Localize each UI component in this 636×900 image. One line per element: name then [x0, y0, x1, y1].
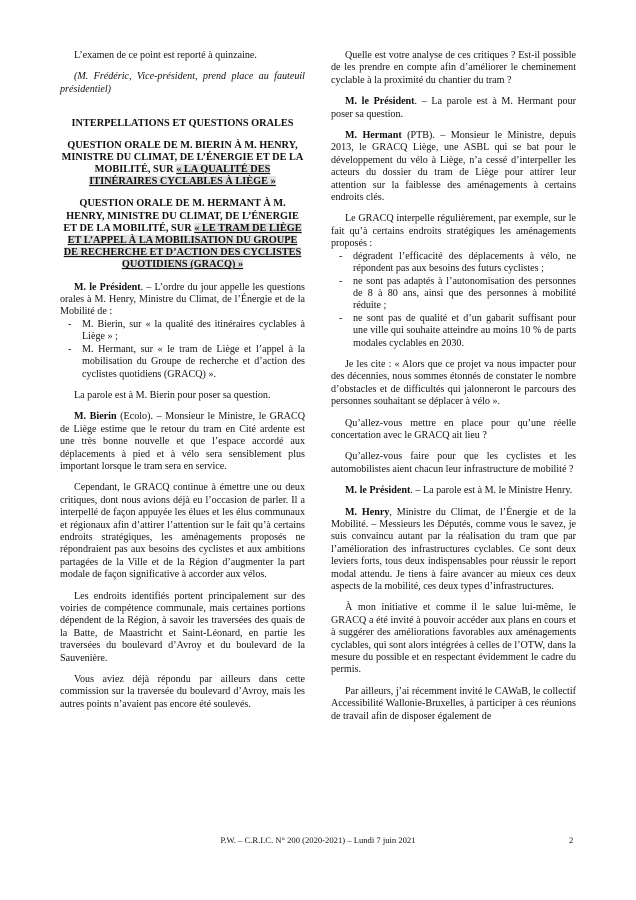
paragraph-endroits: Les endroits identifiés portent principalement sur des voiries de compétence communale, mais certaines portions dépendent de la Région, à savoir les traversées des quais de la Batte, de Maastricht et Saint-Léonard, en partie les traversées du boulevard d’Avroy et du boulevard de la Sauvenière. [60, 590, 305, 664]
paragraph-citation: Je les cite : « Alors que ce projet va nous impacter pour des décennies, nous sommes étonnés de constater le nombre d’obstacles et de difficultés qui jalonneront le parcours des personnes souhaitant se déplacer à vélo ». [331, 358, 576, 408]
paragraph-vice-president: (M. Frédéric, Vice-président, prend place au fauteuil présidentiel) [60, 71, 305, 95]
paragraph-parole-bierin: La parole est à M. Bierin pour poser sa question. [74, 389, 271, 401]
speech-text: (Ecolo). – Monsieur le Ministre, le GRACQ de Liège estime que le retour du tram en Cité ardente est une très bonne nouvelle et que l’espace accordé aux déplacements à pied et à vélo sera sensiblement plus important lorsque le tram sera en service. [60, 411, 305, 472]
paragraph-president-agenda [60, 282, 305, 319]
page-footer: P.W. – C.R.I.C. N° 200 (2020-2021) – Lundi 7 juin 2021 [220, 835, 416, 845]
question-list [60, 319, 305, 381]
left-column [60, 50, 305, 720]
speech-text: , Ministre du Climat, de l’Énergie et de la Mobilité. – Messieurs les Députés, comme vous le savez, je suis convaincu autant par la réalisation du tram que par l’amélioration des infrastructures cyclables. Ce sont deux leviers forts, tous deux indispensables pour réussir le report modal attendu. Je tiens à faire avancer au mieux ces deux aspects de la mobilité, ces deux types d’infrastructures. [331, 506, 576, 593]
paragraph-bierin [60, 411, 305, 473]
paragraph-infrastructure: Qu’allez-vous faire pour que les cyclistes et les automobilistes aient chacun leur infrastructure de mobilité ? [331, 451, 576, 475]
question-title-bierin-prefix: QUESTION ORALE DE M. BIERIN À M. HENRY, MINISTRE DU CLIMAT, DE L’ÉNERGIE ET DE LA MOBILITÉ, SUR [61, 139, 304, 176]
paragraph-hermant [331, 130, 576, 204]
speaker-name: M. le Président [345, 485, 411, 497]
speaker-name: M. le Président [345, 96, 415, 108]
speaker-name: M. Henry [345, 506, 390, 518]
question-title-hermant [60, 198, 305, 271]
paragraph-cependant: Cependant, le GRACQ continue à émettre une ou deux critiques, dont nous avions déjà eu l’occasion de parler. Il a interpellé de façon appuyée les élues et les élus communaux et régionaux afin d’attirer l’attention sur le fait qu’à certains endroits stratégiques, les aménagements proposés ne répondraient pas aux besoins des cyclistes et aux ambitions partagées de la Ville et de la Région d’augmenter la part modale de façon significative à accorder aux vélos. [60, 482, 305, 581]
speaker-name: M. le Président [74, 281, 141, 293]
question-title-hermant-subject[interactable]: « LE TRAM DE LIÈGE ET L’APPEL À LA MOBILISATION DU GROUPE DE RECHERCHE ET D’ACTION DES CYCLISTES QUOTIDIENS (GRACQ) » [63, 222, 302, 271]
right-column [331, 50, 576, 732]
speaker-name: M. Bierin [74, 411, 117, 423]
page-number: 2 [569, 835, 574, 845]
list-item: - dégradent l’efficacité des déplacements à vélo, ne répondent pas aux besoins des futurs cyclistes ; [339, 250, 576, 275]
paragraph-report: L’examen de ce point est reporté à quinzaine. [74, 50, 257, 61]
paragraph-president-hermant [331, 96, 576, 121]
speaker-name: M. Hermant [345, 130, 402, 142]
speech-text: . – La parole est à M. Hermant pour poser sa question. [331, 96, 576, 120]
paragraph-vous: Vous aviez déjà répondu par ailleurs dans cette commission sur la traversée du boulevard d’Avroy, mais les autres points n’avaient pas encore été soulevés. [60, 674, 305, 710]
list-item: - ne sont pas de qualité et d’un gabarit suffisant pour une ville qui souhaite atteindre au moins 10 % de parts modales cyclables en 2030. [339, 312, 576, 349]
paragraph-henry [331, 507, 576, 594]
speech-text: (PTB). – Monsieur le Ministre, depuis 2013, le GRACQ Liège, une ASBL qui se bat pour le développement du vélo à Liège, n’a cessé d’interpeller les acteurs du dossier du tram de Liège pour attirer leur attention sur la faiblesse des aménagements à certains endroits clés. [331, 130, 576, 204]
speech-text: . – La parole est à M. le Ministre Henry. [410, 485, 573, 497]
question-title-hermant-prefix: QUESTION ORALE DE M. HERMANT À M. HENRY, MINISTRE DU CLIMAT, DE L’ÉNERGIE ET DE LA MOBILITÉ, SUR [63, 198, 299, 234]
list-item: - M. Bierin, sur « la qualité des itinéraires cyclables à Liège » ; [68, 318, 305, 343]
criticism-list [331, 251, 576, 350]
list-item: - M. Hermant, sur « le tram de Liège et l’appel à la mobilisation du Groupe de recherche et d’action des cyclistes quotidiens (GRACQ) ». [68, 343, 305, 380]
paragraph-cawab: Par ailleurs, j’ai récemment invité le CAWaB, le collectif Accessibilité Wallonie-Bruxelles, à participer à ces réunions de travail afin de disposer également de [331, 685, 576, 722]
paragraph-quelle: Quelle est votre analyse de ces critiques ? Est-il possible de les prendre en compte afin d’améliorer le cheminement cyclable à la proximité du chantier du tram ? [331, 50, 576, 86]
speech-text: . – L’ordre du jour appelle les questions orales à M. Henry, Ministre du Climat, de l’Énergie et de la Mobilité de : [60, 281, 305, 318]
section-heading: INTERPELLATIONS ET QUESTIONS ORALES [71, 118, 294, 130]
list-item: - ne sont pas adaptés à l’autonomisation des personnes de 8 à 80 ans, ainsi que des personnes à mobilité réduite ; [339, 275, 576, 312]
paragraph-gracq: Le GRACQ interpelle régulièrement, par exemple, sur le fait qu’à certains endroits stratégiques les aménagements proposés : [331, 213, 576, 250]
paragraph-initiative: À mon initiative et comme il le salue lui-même, le GRACQ a été invité à pouvoir accéder aux plans en cours et à suggérer des améliorations favorables aux aménagements cyclables, qui sont alors intégrées à celles de l’OTW, dans la mesure du possible et en respectant évidemment le cadre du permis. [331, 602, 576, 676]
question-title-bierin-subject[interactable]: « LA QUALITÉ DES ITINÉRAIRES CYCLABLES À LIÈGE » [89, 164, 276, 188]
paragraph-president-ministre [331, 485, 576, 497]
paragraph-concertation: Qu’allez-vous mettre en place pour qu’une réelle concertation avec le GRACQ ait lieu ? [331, 417, 576, 441]
question-title-bierin [60, 140, 305, 189]
